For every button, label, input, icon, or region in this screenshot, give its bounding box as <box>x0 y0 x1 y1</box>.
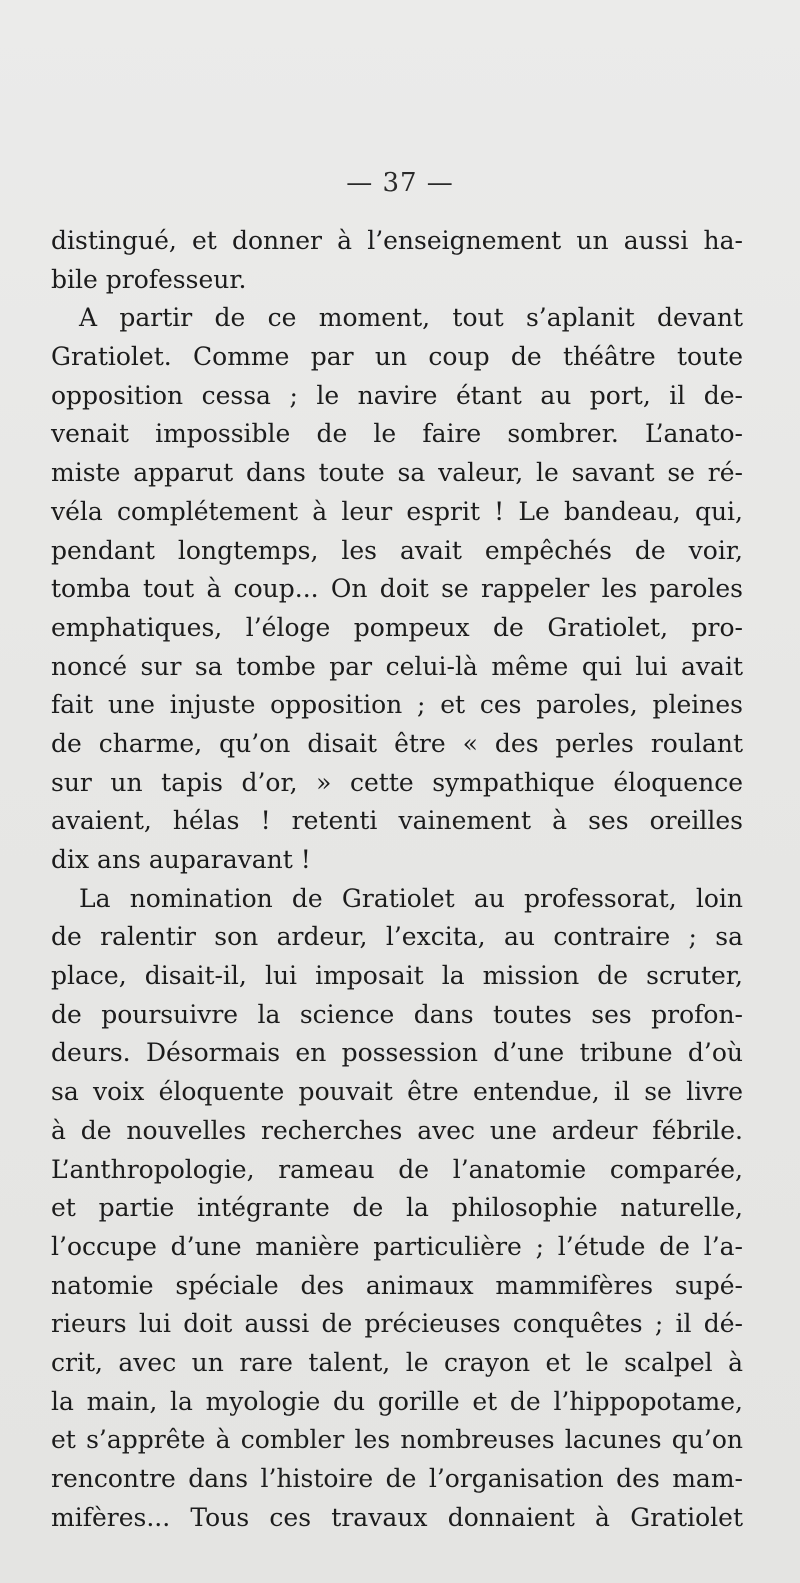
text-line: rencontre dans l’histoire de l’organisation des mam- <box>51 1464 743 1493</box>
text-line: noncé sur sa tombe par celui-là même qui lui avait <box>51 651 743 681</box>
text-line: A partir de ce moment, tout s’aplanit devant <box>79 303 743 333</box>
text-line: tomba tout à coup... On doit se rappeler les paroles <box>51 574 743 604</box>
text-line: bile professeur. <box>51 264 247 294</box>
text-line: Gratiolet. Comme par un coup de théâtre toute <box>51 342 743 372</box>
text-line: véla complétement à leur esprit ! Le bandeau, qui, <box>51 496 743 526</box>
text-line: La nomination de Gratiolet au professorat, loin <box>79 883 743 913</box>
text-line: place, disait-il, lui imposait la mission de scruter, <box>51 961 743 991</box>
text-line: à de nouvelles recherches avec une ardeur fébrile. <box>51 1115 743 1145</box>
text-line: sa voix éloquente pouvait être entendue, il se livre <box>51 1077 743 1107</box>
text-line: la main, la myologie du gorille et de l’hippopotame, <box>51 1386 743 1416</box>
text-line: avaient, hélas ! retenti vainement à ses oreilles <box>51 806 743 836</box>
text-line: distingué, et donner à l’enseignement un aussi ha- <box>51 226 743 255</box>
text-line: deurs. Désormais en possession d’une tribune d’où <box>51 1038 743 1068</box>
body-text <box>51 222 743 1537</box>
text-line: de charme, qu’on disait être « des perles roulant <box>51 728 743 758</box>
text-line: venait impossible de le faire sombrer. L’anato- <box>51 419 743 449</box>
text-line: pendant longtemps, les avait empêchés de voir, <box>51 535 743 565</box>
text-line: dix ans auparavant ! <box>51 845 311 874</box>
text-line: l’occupe d’une manière particulière ; l’étude de l’a- <box>51 1231 743 1261</box>
text-line: emphatiques, l’éloge pompeux de Gratiolet, pro- <box>51 612 743 642</box>
text-line: de poursuivre la science dans toutes ses profon- <box>51 999 743 1029</box>
text-line: crit, avec un rare talent, le crayon et le scalpel à <box>51 1347 743 1377</box>
text-line: rieurs lui doit aussi de précieuses conquêtes ; il dé- <box>51 1309 743 1339</box>
text-line: et s’apprête à combler les nombreuses lacunes qu’on <box>51 1425 743 1455</box>
text-line: fait une injuste opposition ; et ces paroles, pleines <box>51 690 743 720</box>
text-line: L’anthropologie, rameau de l’anatomie comparée, <box>51 1154 743 1184</box>
text-line: mifères... Tous ces travaux donnaient à Gratiolet <box>51 1502 743 1532</box>
text-line: de ralentir son ardeur, l’excita, au contraire ; sa <box>51 922 743 952</box>
text-line: et partie intégrante de la philosophie naturelle, <box>51 1193 743 1223</box>
text-line: sur un tapis d’or, » cette sympathique éloquence <box>51 767 743 797</box>
page-number: — 37 — <box>346 168 454 198</box>
text-line: miste apparut dans toute sa valeur, le savant se ré- <box>51 458 743 488</box>
text-line: opposition cessa ; le navire étant au port, il de- <box>51 380 743 410</box>
text-line: natomie spéciale des animaux mammifères supé- <box>51 1270 743 1300</box>
